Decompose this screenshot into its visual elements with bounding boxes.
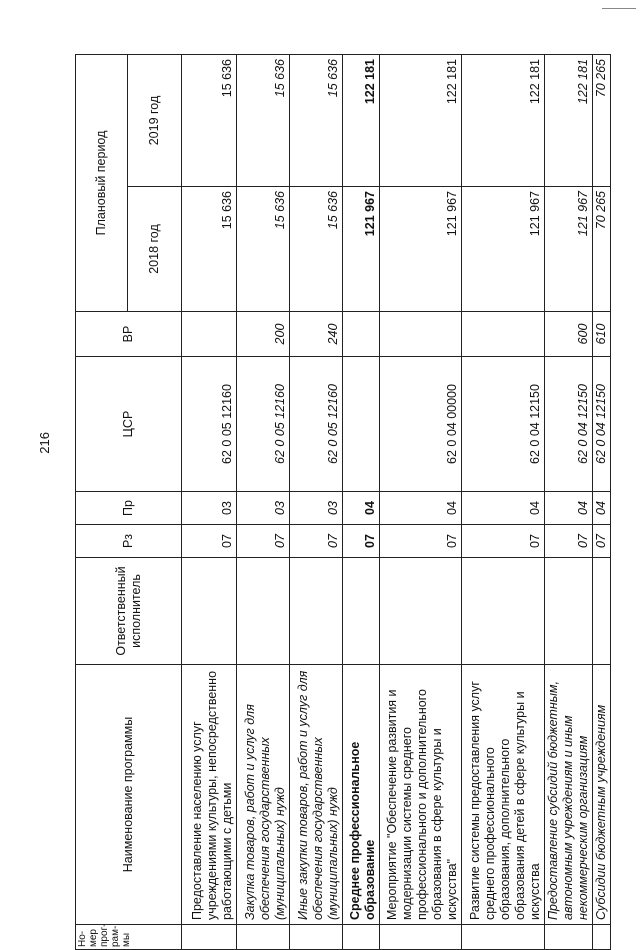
responsible-cell [593,558,611,665]
header-program-name: Наименование программы [76,665,182,925]
pr-cell: 03 [290,492,343,525]
vr-cell [380,312,462,357]
header-responsible: Ответственный исполнитель [76,558,182,665]
rz-cell: 07 [237,525,290,558]
vr-cell: 200 [237,312,290,357]
program-name-cell: Субсидии бюджетным учреждениям [593,665,611,925]
amount-2018-cell: 121 967 [545,187,593,312]
amount-2018-cell: 121 967 [380,187,462,312]
rz-cell: 07 [380,525,462,558]
csr-cell: 62 0 04 12150 [545,357,593,492]
amount-2018-cell: 15 636 [237,187,290,312]
responsible-cell [182,558,237,665]
vr-cell [343,312,380,357]
program-number-cell [593,925,611,950]
vr-cell [462,312,545,357]
program-name-cell: Среднее профессиональное образование [343,665,380,925]
program-name-cell: Иные закупки товаров, работ и услуг для обеспечения государственных (муниципальных) нужд [290,665,343,925]
page-number: 216 [37,432,52,454]
pr-cell: 03 [182,492,237,525]
program-number-cell [380,925,462,950]
csr-cell: 62 0 05 12160 [237,357,290,492]
csr-cell [343,357,380,492]
rz-cell: 07 [182,525,237,558]
program-number-cell [290,925,343,950]
table-row [545,54,593,949]
amount-2019-cell: 122 181 [380,54,462,186]
amount-2018-cell: 121 967 [343,187,380,312]
table-body [182,54,611,949]
amount-2018-cell: 70 265 [593,187,611,312]
program-number-cell [343,925,380,950]
rz-cell: 07 [462,525,545,558]
rz-cell: 07 [593,525,611,558]
header-planned-period: Плановый период [76,54,128,311]
responsible-cell [462,558,545,665]
amount-2019-cell: 70 265 [593,54,611,186]
table-row [380,54,462,949]
budget-table [75,54,611,950]
header-pr: Пр [76,492,182,525]
csr-cell: 62 0 05 12160 [290,357,343,492]
header-csr: ЦСР [76,357,182,492]
responsible-cell [380,558,462,665]
amount-2019-cell: 15 636 [237,54,290,186]
csr-cell: 62 0 04 00000 [380,357,462,492]
amount-2019-cell: 122 181 [545,54,593,186]
csr-cell: 62 0 04 12150 [462,357,545,492]
vr-cell: 610 [593,312,611,357]
header-year-2018: 2018 год [128,187,182,312]
amount-2019-cell: 122 181 [462,54,545,186]
responsible-cell [545,558,593,665]
header-program-number: Но- мер прог- рам- мы [76,925,182,950]
program-name-cell: Закупка товаров, работ и услуг для обеспечения государственных (муниципальных) нужд [237,665,290,925]
table-row [182,54,237,949]
pr-cell: 04 [343,492,380,525]
rz-cell: 07 [343,525,380,558]
program-name-cell: Развитие системы предоставления услуг среднего профессионального образования, дополнительного образования детей в сфере культуры и искусства [462,665,545,925]
corner-mark [602,8,636,9]
program-number-cell [182,925,237,950]
amount-2018-cell: 15 636 [290,187,343,312]
program-number-cell [462,925,545,950]
amount-2018-cell: 121 967 [462,187,545,312]
responsible-cell [290,558,343,665]
header-year-2019: 2019 год [128,54,182,186]
pr-cell: 04 [380,492,462,525]
amount-2018-cell: 15 636 [182,187,237,312]
header-rz: Рз [76,525,182,558]
program-name-cell: Предоставление субсидий бюджетным, автономным учреждениям и иным некоммерческим организациям [545,665,593,925]
rz-cell: 07 [545,525,593,558]
vr-cell [182,312,237,357]
responsible-cell [343,558,380,665]
program-name-cell: Предоставление населению услуг учреждениями культуры, непосредственно работающими с детьми [182,665,237,925]
vr-cell: 600 [545,312,593,357]
table-row [290,54,343,949]
header-vr: ВР [76,312,182,357]
csr-cell: 62 0 04 12150 [593,357,611,492]
pr-cell: 04 [545,492,593,525]
table-row [237,54,290,949]
pr-cell: 04 [593,492,611,525]
budget-table-rotated [75,55,608,950]
responsible-cell [237,558,290,665]
amount-2019-cell: 15 636 [290,54,343,186]
program-name-cell: Мероприятие "Обеспечение развития и модернизации системы среднего профессионального и дополнительного образования в сфере культуры и искусства" [380,665,462,925]
table-row [462,54,545,949]
table-row [343,54,380,949]
amount-2019-cell: 122 181 [343,54,380,186]
amount-2019-cell: 15 636 [182,54,237,186]
csr-cell: 62 0 05 12160 [182,357,237,492]
program-number-cell [237,925,290,950]
vr-cell: 240 [290,312,343,357]
table-row [593,54,611,949]
pr-cell: 03 [237,492,290,525]
program-number-cell [545,925,593,950]
rz-cell: 07 [290,525,343,558]
pr-cell: 04 [462,492,545,525]
